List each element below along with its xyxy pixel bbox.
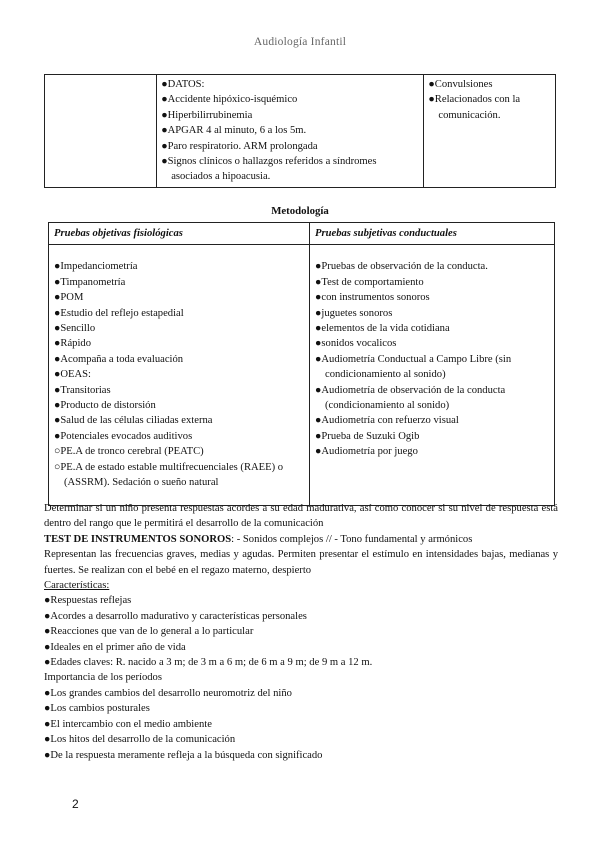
test-description: : - Sonidos complejos // - Tono fundamental y armónicos [231,533,473,545]
list-item: ●Acompaña a toda evaluación [54,353,184,365]
list-item: ●Salud de las células ciliadas externa [54,415,213,427]
subjective-cell [310,245,555,505]
list-item: ●Reacciones que van de lo general a lo particular [44,626,254,638]
objective-header: Pruebas objetivas fisiológicas [49,223,310,245]
list-item: ●Transitorias [54,384,111,396]
represent-paragraph: Representan las frecuencias graves, medias y agudas. Permiten presentar el estímulo en intensidades bajas, medianas y fuertes. Se realizan con el bebé en el regazo materno, despierto [44,549,558,576]
empty-cell [45,75,157,188]
page-number: 2 [72,797,79,811]
list-item: ○PE.A de tronco cerebral (PEATC) [54,446,204,458]
subjective-list [315,259,549,459]
list-item: ●Rápido [54,338,92,350]
list-item: ●Prueba de Suzuki Ogib [315,430,420,442]
list-item: ●elementos de la vida cotidiana [315,323,450,335]
list-item: ●Producto de distorsión [54,400,156,412]
list-item: ●Hiperbilirrubinemia [161,109,253,121]
intro-paragraph: Determinar si un niño presenta respuestas acordes a su edad madurativa, así como conocer si su nivel de respuesta está dentro del rango que le permitirá el desarrollo de la comunicación [44,503,558,530]
list-item: ●Potenciales evocados auditivos [54,430,193,442]
objective-list [54,259,304,490]
page-header: Audiología Infantil [253,36,347,48]
list-item: ●Edades claves: R. nacido a 3 m; de 3 m a 6 m; de 6 m a 9 m; de 9 m a 12 m. [44,657,373,669]
test-label: TEST DE INSTRUMENTOS SONOROS [44,533,232,545]
test-line [44,532,558,547]
list-item: ●OEAS: [54,369,92,381]
subjective-header: Pruebas subjetivas conductuales [310,223,555,245]
list-item: ●Accidente hipóxico-isquémico [161,94,298,106]
body-section [44,501,558,763]
methodology-title: Metodología [271,205,329,217]
data-list [161,77,419,185]
characteristics-list [44,593,558,670]
importance-title: Importancia de los períodos [44,672,162,684]
list-item: ●Audiometría con refuerzo visual [315,415,459,427]
list-item: ●Paro respiratorio. ARM prolongada [161,140,318,152]
list-item: ●Pruebas de observación de la conducta. [315,261,488,273]
list-item: ●con instrumentos sonoros [315,292,430,304]
list-item: ○PE.A de estado estable multifrecuenciales (RAEE) o (ASSRM). Sedación o sueño natural [54,461,284,489]
list-item: ●Estudio del reflejo estapedial [54,307,184,319]
list-item: ●DATOS: [161,79,205,90]
list-item: ●Relacionados con la comunicación. [428,94,521,121]
conditions-table [44,74,556,188]
list-item: ●juguetes sonoros [315,307,393,319]
list-item: ●Los hitos del desarrollo de la comunicación [44,734,236,746]
list-item: ●Test de comportamiento [315,276,424,288]
other-list [428,77,551,123]
list-item: ●Impedanciometría [54,261,138,273]
list-item: ●Signos clínicos o hallazgos referidos a síndromes asociados a hipoacusia. [161,156,377,183]
importance-list [44,686,558,763]
list-item: ●Ideales en el primer año de vida [44,641,186,653]
list-item: ●Timpanometría [54,276,126,288]
characteristics-title: Características: [44,580,110,592]
other-cell [424,75,556,188]
list-item: ●Respuestas reflejas [44,595,132,607]
list-item: ●Convulsiones [428,79,493,90]
list-item: ●sonidos vocalicos [315,338,397,350]
list-item: ●Audiometría de observación de la conducta (condicionamiento al sonido) [315,384,506,412]
list-item: ●APGAR 4 al minuto, 6 a los 5m. [161,125,307,137]
list-item: ●Acordes a desarrollo madurativo y características personales [44,610,307,622]
list-item: ●Audiometría Conductual a Campo Libre (sin condicionamiento al sonido) [315,353,512,381]
list-item: ●Los cambios posturales [44,703,150,715]
list-item: ●El intercambio con el medio ambiente [44,718,212,730]
objective-cell [49,245,310,505]
list-item: ●De la respuesta meramente refleja a la búsqueda con significado [44,749,323,761]
data-cell [157,75,424,188]
list-item: ●POM [54,292,84,304]
list-item: ●Sencillo [54,323,96,335]
list-item: ●Los grandes cambios del desarrollo neuromotriz del niño [44,687,292,699]
methodology-table [48,222,555,506]
list-item: ●Audiometría por juego [315,446,418,458]
